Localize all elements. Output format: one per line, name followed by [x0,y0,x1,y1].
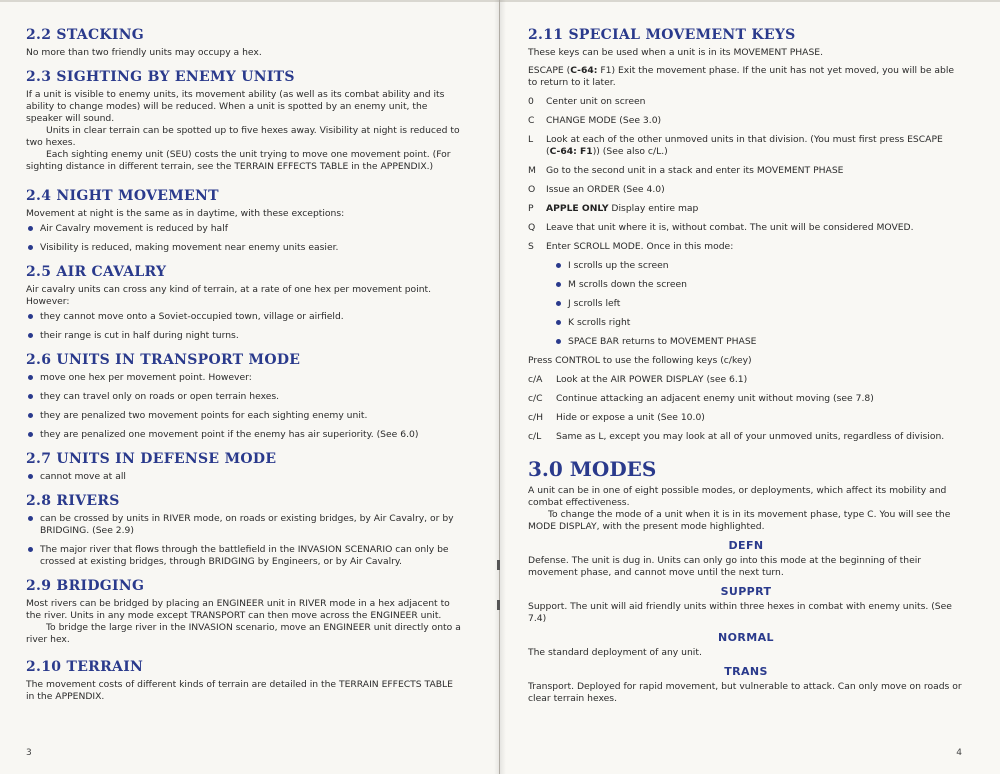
binding-mark [497,560,500,570]
key-label: C [528,115,535,126]
key-row [528,165,964,177]
list-item: The major river that flows through the battlefield in the INVASION SCENARIO can only be crossed at existing bridges, through BRIDGING by Engineers, or by Air Cavalry. [26,544,464,568]
heading-3-0: 3.0 MODES [528,457,657,481]
key-desc: Go to the second unit in a stack and enter its MOVEMENT PHASE [546,165,844,176]
heading-2-2: 2.2 STACKING [26,27,145,43]
mode-title-normal: NORMAL [718,631,774,644]
key-desc: Center unit on screen [546,96,646,107]
key-desc: Hide or expose a unit (See 10.0) [556,412,705,423]
terrain-text: The movement costs of different kinds of terrain are detailed in the TERRAIN EFFECTS TABLE in the APPENDIX. [26,679,453,702]
key-desc-line2-post: )) (See also c/L.) [592,146,668,157]
list-item: Air Cavalry movement is reduced by half [26,223,464,235]
key-label: c/C [528,393,543,404]
key-desc-line1: Look at each of the other unmoved units in that division. (You must first press ESCAPE [546,134,943,145]
mode-title-trans: TRANS [724,665,768,678]
control-intro: Press CONTROL to use the following keys (c/key) [528,355,752,366]
key-desc: CHANGE MODE (See 3.0) [546,115,662,126]
list-item: they are penalized one movement point if the enemy has air superiority. (See 6.0) [26,429,464,441]
key-row [528,134,964,158]
spine-shadow [494,0,506,774]
bridging-text-2: To bridge the large river in the INVASION scenario, move an ENGINEER unit directly onto a river hex. [26,622,461,645]
key-desc: Enter SCROLL MODE. Once in this mode: [546,241,734,252]
heading-2-9: 2.9 BRIDGING [26,578,145,594]
heading-2-7: 2.7 UNITS IN DEFENSE MODE [26,451,277,467]
mode-title-supprt: SUPPRT [720,585,772,598]
key-desc: Look at the AIR POWER DISPLAY (see 6.1) [556,374,748,385]
key-row [528,393,964,405]
night-bullets [26,223,464,254]
special-keys-intro: These keys can be used when a unit is in its MOVEMENT PHASE. [528,47,824,58]
transport-bullets [26,372,464,441]
escape-key-text [528,65,964,89]
modes-text-2: To change the mode of a unit when it is in its movement phase, type C. You will see the MODE DISPLAY, with the present mode highlighted. [528,509,951,532]
control-key-list [528,374,964,443]
escape-c64: C-64: [570,65,598,76]
page-number-left: 3 [26,748,32,758]
night-text: Movement at night is the same as in daytime, with these exceptions: [26,208,345,219]
heading-2-4: 2.4 NIGHT MOVEMENT [26,188,219,204]
key-desc-line2-bold: C-64: F1 [549,146,593,157]
heading-2-3: 2.3 SIGHTING BY ENEMY UNITS [26,69,295,85]
binding-mark [497,600,500,610]
list-item: move one hex per movement point. However: [26,372,464,384]
scroll-bullets [554,260,964,348]
bridging-text-1: Most rivers can be bridged by placing an ENGINEER unit in RIVER mode in a hex adjacent to the river. Units in any mode except TRANSPORT can then move across the ENGINEER unit. [26,598,450,621]
list-item: they can travel only on roads or open terrain hexes. [26,391,464,403]
key-label: P [528,203,534,214]
key-label: c/A [528,374,543,385]
list-item: their range is cut in half during night turns. [26,330,464,342]
left-column [26,26,464,706]
heading-2-10: 2.10 TERRAIN [26,659,144,675]
key-label: 0 [528,96,534,107]
mode-desc-normal: The standard deployment of any unit. [528,647,702,658]
key-desc: Leave that unit where it is, without combat. The unit will be considered MOVED. [546,222,914,233]
key-label: M [528,165,536,176]
top-rule [0,0,499,2]
mode-desc-trans: Transport. Deployed for rapid movement, but vulnerable to attack. Can only move on roads or clear terrain hexes. [528,681,962,704]
heading-2-6: 2.6 UNITS IN TRANSPORT MODE [26,352,301,368]
heading-2-11: 2.11 SPECIAL MOVEMENT KEYS [528,27,796,43]
sighting-text-3: Each sighting enemy unit (SEU) costs the unit trying to move one movement point. (For sighting distance in different terrain, see the TERRAIN EFFECTS TABLE in the APPENDIX.) [26,149,451,172]
key-label: O [528,184,536,195]
key-desc-text: Display entire map [608,203,699,214]
key-list [528,96,964,253]
heading-2-8: 2.8 RIVERS [26,493,120,509]
modes-text-1: A unit can be in one of eight possible modes, or deployments, which affect its mobility and combat effectiveness. [528,485,947,508]
list-item: can be crossed by units in RIVER mode, on roads or existing bridges, by Air Cavalry, or by BRIDGING. (See 2.9) [26,513,464,537]
mode-desc-supprt: Support. The unit will aid friendly units within three hexes in combat with enemy units. (See 7.4) [528,601,952,624]
list-item: K scrolls right [554,317,964,329]
list-item: they cannot move onto a Soviet-occupied town, village or airfield. [26,311,464,323]
list-item: SPACE BAR returns to MOVEMENT PHASE [554,336,964,348]
key-row [528,184,964,196]
key-label: S [528,241,534,252]
key-label: L [528,134,534,145]
stacking-text: No more than two friendly units may occupy a hex. [26,47,262,58]
key-row [528,115,964,127]
key-row [528,241,964,253]
heading-2-5: 2.5 AIR CAVALRY [26,264,167,280]
list-item: I scrolls up the screen [554,260,964,272]
list-item: they are penalized two movement points for each sighting enemy unit. [26,410,464,422]
key-row [528,431,964,443]
mode-title-defn: DEFN [728,539,764,552]
key-row [528,96,964,108]
escape-pre: ESCAPE ( [528,65,571,76]
sighting-text-1: If a unit is visible to enemy units, its movement ability (as well as its combat ability and its ability to change modes) will be reduced. When a unit is spotted by an enemy unit, the speaker will sound. [26,89,445,124]
key-row [528,203,964,215]
list-item: M scrolls down the screen [554,279,964,291]
key-desc: Same as L, except you may look at all of your unmoved units, regardless of division. [556,431,945,442]
list-item: Visibility is reduced, making movement near enemy units easier. [26,242,464,254]
top-rule [500,0,1000,2]
escape-post: F1) Exit the movement phase. If the unit has not yet moved, you will be able to return to it later. [528,65,955,88]
key-label: Q [528,222,536,233]
key-desc-line2-pre: ( [546,146,550,157]
key-row [528,412,964,424]
list-item: J scrolls left [554,298,964,310]
key-label: c/H [528,412,544,423]
key-desc [546,134,964,158]
air-cavalry-text: Air cavalry units can cross any kind of terrain, at a rate of one hex per movement point. However: [26,284,432,307]
sighting-text-2: Units in clear terrain can be spotted up to five hexes away. Visibility at night is reduced to two hexes. [26,125,460,148]
right-page [500,0,1000,774]
air-cavalry-bullets [26,311,464,342]
key-desc: Issue an ORDER (See 4.0) [546,184,665,195]
mode-desc-defn: Defense. The unit is dug in. Units can only go into this mode at the beginning of their movement phase, and cannot move until the next turn. [528,555,922,578]
key-row [528,222,964,234]
page-number-right: 4 [956,748,962,758]
key-desc: Continue attacking an adjacent enemy unit without moving (see 7.8) [556,393,874,404]
list-item: cannot move at all [26,471,464,483]
right-column [528,26,964,708]
key-label: c/L [528,431,542,442]
defense-bullets [26,471,464,483]
key-row [528,374,964,386]
apple-only-label: APPLE ONLY [546,203,609,214]
key-desc [546,203,964,215]
rivers-bullets [26,513,464,568]
